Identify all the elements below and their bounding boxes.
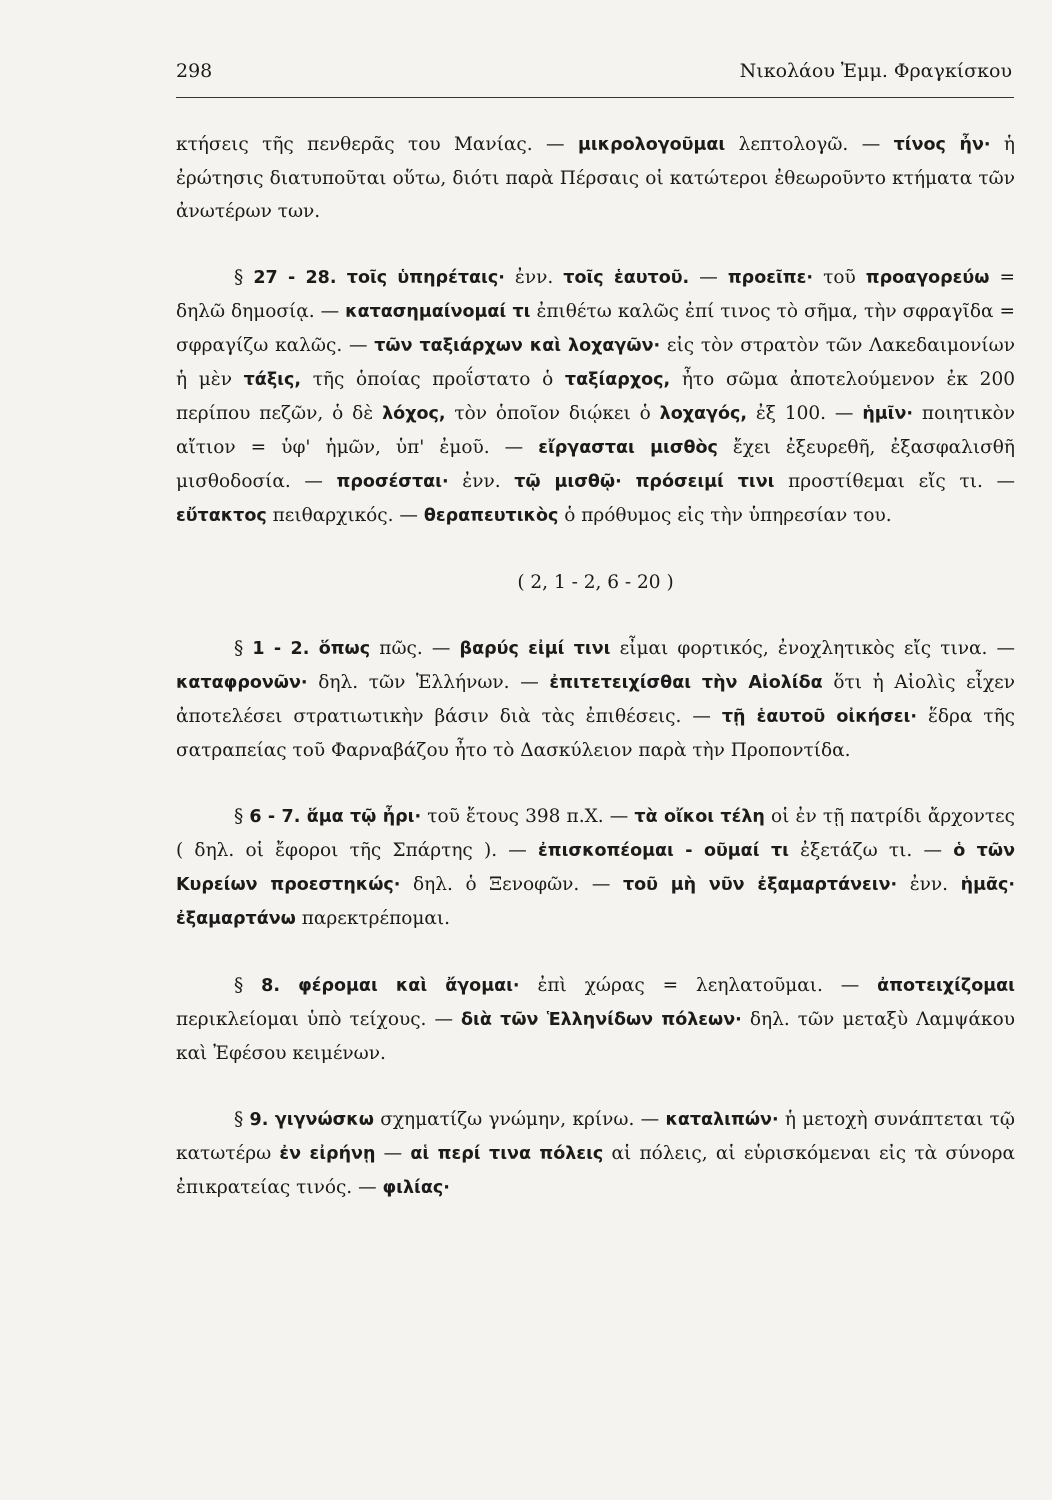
text-run: δηλ. ὁ Ξενοφῶν. — — [400, 874, 623, 895]
bold-term: καταφρονῶν· — [176, 673, 308, 693]
text-run: ἡ ἐρώτησις διατυποῦται οὕτω, διότι παρὰ Πέρσαις οἱ κατώτεροι ἐθεωροῦντο κτήματα τῶν ἀνωτέρων των. — [176, 134, 1015, 222]
text-run: δηλ. τῶν μεταξὺ Λαμψάκου καὶ Ἐφέσου κειμένων. — [176, 1009, 1015, 1064]
text-run: περικλείομαι ὑπὸ τείχους. — — [176, 1009, 462, 1030]
paragraph — [176, 969, 1015, 1070]
bold-term: ἐπισκοπέομαι - οῦμαί τι — [538, 841, 789, 861]
text-run: § — [234, 975, 262, 996]
bold-term: ἐπιτετειχίσθαι τὴν Αἰολίδα — [549, 673, 823, 693]
paragraph — [176, 261, 1015, 533]
running-title: Νικολάου Ἐμμ. Φραγκίσκου — [739, 60, 1012, 82]
text-run: ἡ μετοχὴ συνάπτεται τῷ κατωτέρω — [176, 1109, 1015, 1164]
text-run: ἦτο σῶμα ἀποτελούμενον ἐκ 200 περίπου πεζῶν, ὁ δὲ — [176, 369, 1015, 424]
text-run: § — [234, 638, 253, 659]
bold-term: τοῖς ἑαυτοῦ. — [563, 268, 690, 288]
bold-term: τῇ ἑαυτοῦ οἰκήσει· — [721, 707, 917, 727]
text-run: § — [234, 267, 254, 288]
page-body — [176, 128, 1015, 1205]
bold-term: λοχαγός, — [659, 404, 747, 424]
text-run: — — [375, 1143, 411, 1164]
bold-term: εἴργασται μισθὸς — [538, 438, 718, 458]
text-run: τῆς ὁποίας προΐστατο ὁ — [301, 369, 565, 390]
text-run: § — [234, 806, 250, 827]
paragraph — [176, 632, 1015, 767]
text-run: ὅτι ἡ Αἰολὶς εἶχεν ἀποτελέσει στρατιωτικὴν βάσιν διὰ τὰς ἐπιθέσεις. — — [176, 672, 1016, 727]
text-run: ἐνν. — [448, 471, 515, 492]
text-run: ποιητικὸν αἴτιον = ὑφ' ἡμῶν, ὑπ' ἐμοῦ. — — [176, 403, 1015, 458]
bold-term: τῷ μισθῷ· πρόσειμί τινι — [514, 472, 775, 492]
text-run: πῶς. — — [370, 638, 460, 659]
bold-term: αἱ περί τινα πόλεις — [410, 1144, 604, 1164]
bold-term: βαρύς εἰμί τινι — [459, 639, 611, 659]
text-run: ἐξ 100. — — [747, 403, 863, 424]
bold-term: καταλιπών· — [665, 1110, 779, 1130]
text-run: ἐνν. — [504, 267, 564, 288]
bold-term: εὔτακτος — [176, 506, 267, 526]
bold-term: τῶν ταξιάρχων καὶ λοχαγῶν· — [374, 336, 661, 356]
bold-term: ἡμῖν· — [862, 404, 914, 424]
text-run: πειθαρχικός. — — [266, 505, 424, 526]
bold-term: 8. φέρομαι καὶ ἄγομαι· — [261, 976, 520, 996]
page-number: 298 — [176, 60, 213, 82]
bold-term: ἀποτειχίζομαι — [877, 976, 1015, 996]
bold-term: θεραπευτικὸς — [423, 506, 559, 526]
text-run: ὁ πρόθυμος εἰς τὴν ὑπηρεσίαν του. — [558, 505, 892, 526]
paragraph — [176, 800, 1015, 936]
bold-term: προαγορεύω — [865, 268, 990, 288]
text-run: εἰς τὸν στρατὸν τῶν Λακεδαιμονίων ἡ μὲν — [176, 335, 1016, 390]
text-run: τὸν ὁποῖον διῴκει ὁ — [445, 403, 660, 424]
text-run: εἶμαι φορτικός, ἐνοχλητικὸς εἴς τινα. — — [610, 638, 1015, 659]
running-header — [176, 60, 1012, 82]
bold-term: 9. γιγνώσκω — [249, 1110, 374, 1130]
bold-term: τίνος ἦν· — [893, 135, 991, 155]
bold-term: τὰ οἴκοι τέλη — [634, 807, 765, 827]
bold-term: ἡμᾶς· ἐξαμαρτάνω — [176, 875, 1015, 929]
text-run: ἐξετάζω τι. — — [788, 840, 954, 861]
text-run: — — [689, 267, 728, 288]
bold-term: διὰ τῶν Ἑλληνίδων πόλεων· — [461, 1010, 742, 1030]
text-run: ἐπὶ χώρας = λεηλατοῦμαι. — — [519, 975, 878, 996]
bold-term: φιλίας· — [382, 1178, 450, 1198]
text-run: παρεκτρέπομαι. — [295, 908, 451, 929]
bold-term: 1 - 2. ὅπως — [252, 639, 371, 659]
text-run: δηλ. τῶν Ἑλλήνων. — — [307, 672, 550, 693]
text-run: ἐνν. — [897, 874, 961, 895]
bold-term: προεῖπε· — [727, 268, 814, 288]
bold-term: κατασημαίνομαί τι — [345, 302, 531, 322]
bold-term: 27 - 28. τοῖς ὑπηρέταις· — [253, 268, 505, 288]
bold-term: προσέσται· — [336, 472, 449, 492]
text-run: = δηλῶ δημοσίᾳ. — — [176, 267, 1016, 322]
paragraph — [176, 1103, 1015, 1205]
text-run: τοῦ — [813, 267, 866, 288]
text-run: ἔχει ἐξευρεθῆ, ἐξασφαλισθῆ μισθοδοσία. — — [176, 437, 1015, 492]
text-run: § — [234, 1109, 250, 1130]
bold-term: ἐν εἰρήνῃ — [279, 1144, 376, 1164]
text-run: λεπτολογῶ. — — [725, 134, 894, 155]
text-run: αἱ πόλεις, αἱ εὑρισκόμεναι εἰς τὰ σύνορα ἐπικρατείας τινός. — — [176, 1143, 1015, 1198]
text-run: οἱ ἐν τῇ πατρίδι ἄρχοντες ( δηλ. οἱ ἔφοροι τῆς Σπάρτης ). — — [176, 806, 1015, 861]
bold-term: λόχος, — [382, 404, 446, 424]
bold-term: ταξίαρχος, — [564, 370, 671, 390]
text-run: ἕδρα τῆς σατραπείας τοῦ Φαρναβάζου ἦτο τὸ Δασκύλειον παρὰ τὴν Προποντίδα. — [176, 706, 1016, 761]
paragraph — [176, 128, 1015, 228]
section-heading: ( 2, 1 - 2, 6 - 20 ) — [517, 572, 674, 593]
bold-term: 6 - 7. ἅμα τῷ ἦρι· — [249, 807, 422, 827]
text-run: κτήσεις τῆς πενθερᾶς του Μανίας. — — [176, 134, 578, 155]
bold-term: μικρολογοῦμαι — [577, 135, 726, 155]
text-run: σχηματίζω γνώμην, κρίνω. — — [373, 1109, 666, 1130]
bold-term: τοῦ μὴ νῦν ἐξαμαρτάνειν· — [622, 875, 898, 895]
text-run: τοῦ ἔτους 398 π.Χ. — — [421, 806, 635, 827]
bold-term: τάξις, — [243, 370, 302, 390]
text-run: ἐπιθέτω καλῶς ἐπί τινος τὸ σῆμα, τὴν σφραγῖδα = σφραγίζω καλῶς. — — [176, 301, 1015, 356]
text-run: προστίθεμαι εἴς τι. — — [774, 471, 1015, 492]
bold-term: ὁ τῶν Κυρείων προεστηκώς· — [176, 841, 1015, 895]
header-rule — [176, 97, 1014, 98]
